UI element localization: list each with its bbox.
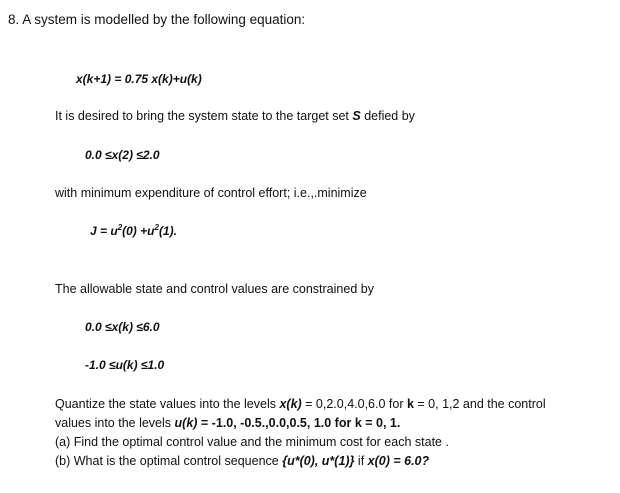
quant-control-levels: = -1.0, -0.5.,0.0,0.5, 1.0 for xyxy=(197,416,355,430)
target-tail: defied by xyxy=(360,109,415,123)
cost-end: (1). xyxy=(158,224,177,238)
part-b-value: = 6.0? xyxy=(389,454,430,468)
quant-state-var: x(k) xyxy=(279,397,302,411)
quant-text-5: = 0, 1. xyxy=(361,416,401,430)
target-intro: It is desired to bring the system state to the target set xyxy=(55,109,353,123)
quantize-line-1 xyxy=(55,397,546,412)
cost-j: J = u xyxy=(90,224,118,238)
quant-control-var: u(k) xyxy=(174,416,198,430)
state-constraint: 0.0 ≤x(k) ≤6.0 xyxy=(85,320,160,334)
quant-text-4: values into the levels xyxy=(55,416,175,430)
system-equation: x(k+1) = 0.75 x(k)+u(k) xyxy=(76,72,202,86)
part-b-text-1: (b) What is the optimal control sequence xyxy=(55,454,283,468)
quant-text-1: Quantize the state values into the levels xyxy=(55,397,280,411)
cost-exponent-2: 2 xyxy=(154,223,159,232)
problem-number: 8. xyxy=(8,12,20,27)
problem-title: A system is modelled by the following equation: xyxy=(22,12,306,27)
target-sentence xyxy=(55,109,415,124)
cost-function xyxy=(90,224,177,238)
part-a: (a) Find the optimal control value and the minimum cost for each state . xyxy=(55,435,449,449)
cost-mid: (0) +u xyxy=(122,224,155,238)
quant-text-3: = 0, 1,2 and the control xyxy=(413,397,546,411)
part-b-initial-state: x(0) xyxy=(367,454,390,468)
target-set-equation: 0.0 ≤x(2) ≤2.0 xyxy=(85,148,160,162)
part-b xyxy=(55,454,429,469)
quant-text-2: = 0,2.0,4.0,6.0 for xyxy=(301,397,407,411)
problem-heading xyxy=(8,12,305,28)
part-b-sequence: {u*(0), u*(1)} xyxy=(282,454,355,468)
constraint-sentence: The allowable state and control values are constrained by xyxy=(55,282,374,296)
quant-k-2: k xyxy=(354,416,362,430)
part-b-text-2: if xyxy=(354,454,368,468)
cost-exponent-1: 2 xyxy=(117,223,123,232)
target-set-symbol: S xyxy=(352,109,361,123)
effort-sentence: with minimum expenditure of control effort; i.e.,.minimize xyxy=(55,186,367,200)
quant-k-1: k xyxy=(406,397,414,411)
quantize-line-2 xyxy=(55,416,400,431)
control-constraint: -1.0 ≤u(k) ≤1.0 xyxy=(85,358,165,372)
